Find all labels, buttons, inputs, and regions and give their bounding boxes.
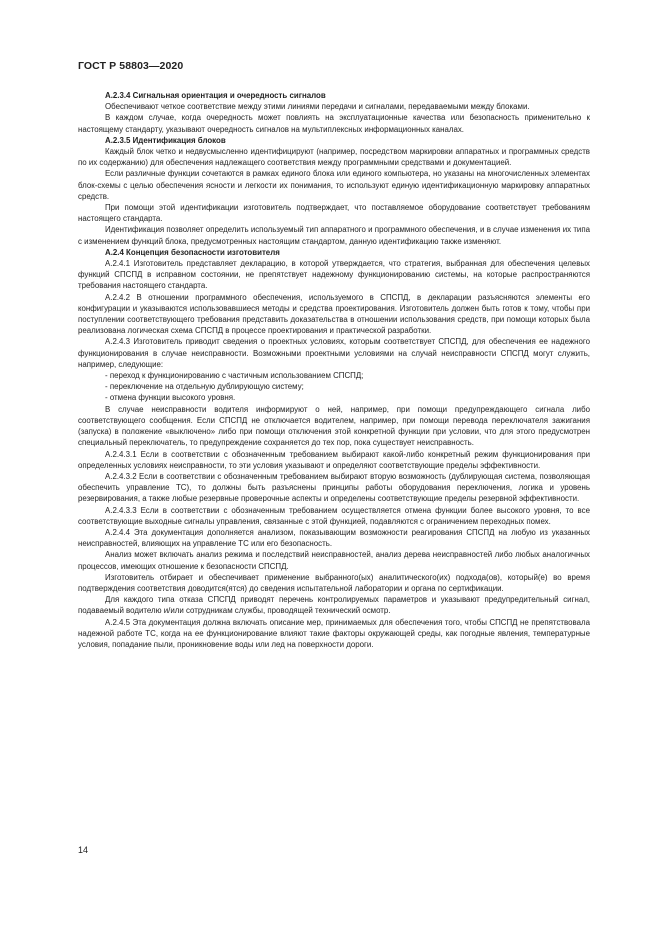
paragraph: А.2.4.3.3 Если в соответствии с обозначенным требованием осуществляется отмена функции более высокого уровня, то все соответствующие выходные сигналы управления, связанные с этой функцией, подавляются с ограничением переходных помех. [78,505,590,526]
document-header: ГОСТ Р 58803—2020 [78,60,184,72]
paragraph: А.2.4.3.2 Если в соответствии с обозначенным требованием выбирают вторую возможность (дублирующая система, позволяющая обеспечить управление ТС), то должны быть разъяснены принципы работы оборудования переключения, логика и уровень резервирования, а также любые резервные проверочные аспекты и определены соответствующие пределы резервной эффективности. [78,471,590,504]
paragraph: При помощи этой идентификации изготовитель подтверждает, что поставляемое оборудование соответствует требованиям настоящего стандарта. [78,203,590,224]
list-item: - переход к функционированию с частичным использованием СПСПД; [105,371,364,381]
paragraph: В случае неисправности водителя информируют о ней, например, при помощи предупреждающего сигнала либо соответствующего сообщения. Если СПСПД не отключается водителем, например, при помощи перевода переключателя зажигания (запуска) в положение «выключено» либо при помощи отключения этой конкретной функции при условии, что для этого предусмотрен специальный переключатель, то предупреждение сохраняется до тех пор, пока существует неисправность. [78,404,590,448]
section-heading: А.2.3.4 Сигнальная ориентация и очередность сигналов [105,91,326,100]
paragraph: А.2.4.4 Эта документация дополняется анализом, показывающим возможности реагирования СПСПД на любую из указанных неисправностей, влияющих на управление ТС или его безопасность. [78,527,590,549]
section-heading: А.2.4 Концепция безопасности изготовителя [105,247,280,257]
paragraph: Если различные функции сочетаются в рамках единого блока или единого компьютера, но указаны на многочисленных элементах блок-схемы с целью обеспечения ясности и легкости их понимания, то используют единую идентификационную маркировку аппаратных средств. [78,169,590,201]
paragraph: Идентификация позволяет определить используемый тип аппаратного и программного обеспечения, и в случае изменения их типа с изменением функций блока, предусмотренных настоящим стандартом, данную идентификацию также изменяют. [78,225,590,246]
section-heading: А.2.3.5 Идентификация блоков [105,135,226,145]
paragraph: Обеспечивают четкое соответствие между этими линиями передачи и сигналами, передаваемыми между блоками. [105,102,530,112]
paragraph: А.2.4.5 Эта документация должна включать описание мер, принимаемых для обеспечения того, чтобы СПСПД не препятствовала надежной работе ТС, когда на ее функционирование влияют такие факторы окружающей среды, как погодные явления, температурные условия, попадание пыли, проникновение воды или лед на поверхности дороги. [78,617,590,649]
paragraph: Каждый блок четко и недвусмысленно идентифицируют (например, посредством маркировки аппаратных и программных средств по их содержанию) для обеспечения надлежащего соответствия между программными средствами и документацией. [78,147,590,168]
page-number: 14 [78,845,89,855]
paragraph: А.2.4.3 Изготовитель приводит сведения о проектных условиях, которым соответствует СПСПД, для обеспечения ее надежного функционирования в случае неисправности. Возможными проектными условиями на случай неисправности СПСПД могут служить, например, следующие: [78,337,590,369]
paragraph: Анализ может включать анализ режима и последствий неисправностей, анализ дерева неисправностей либо любых аналогичных процессов, имеющих отношение к безопасности СПСПД. [78,550,590,571]
list-item: - отмена функции высокого уровня. [105,393,236,403]
paragraph: Для каждого типа отказа СПСПД приводят перечень контролируемых параметров и указывают предупредительный сигнал, подаваемый водителю и/или сотрудникам службы, проводящей технический осмотр. [78,595,590,616]
paragraph: А.2.4.2 В отношении программного обеспечения, используемого в СПСПД, в декларации разъясняются элементы его конфигурации и указываются использовавшиеся методы и средства проектирования. Изготовитель должен быть готов к тому, чтобы при поступлении соответствующего требования представить доказательства в отношении использования средств, при помощи которых была реализована логическая схема СПСПД в процессе проектирования и практической разработки. [78,292,590,336]
paragraph: Изготовитель отбирает и обеспечивает применение выбранного(ых) аналитического(их) подхода(ов), который(е) во время подтверждения соответствия доводится(ятся) до сведения испытательной лаборатории и органа по сертификации. [78,572,590,593]
paragraph: В каждом случае, когда очередность может повлиять на эксплуатационные качества или безопасность применительно к настоящему стандарту, указывают очередность сигналов на мультиплексных информационных каналах. [78,113,590,134]
list-item: - переключение на отдельную дублирующую систему; [105,382,304,392]
document-body [78,90,590,650]
paragraph: А.2.4.3.1 Если в соответствии с обозначенным требованием выбирают какой-либо конкретный режим функционирования при определенных условиях неисправности, то эти условия указывают и определяют соответствующие пределы эффективности. [78,449,590,470]
paragraph: А.2.4.1 Изготовитель представляет декларацию, в которой утверждается, что стратегия, выбранная для обеспечения целевых функций СПСПД в исправном состоянии, не препятствует надежному функционированию системы, на которые распространяются требования настоящего стандарта. [78,259,590,291]
